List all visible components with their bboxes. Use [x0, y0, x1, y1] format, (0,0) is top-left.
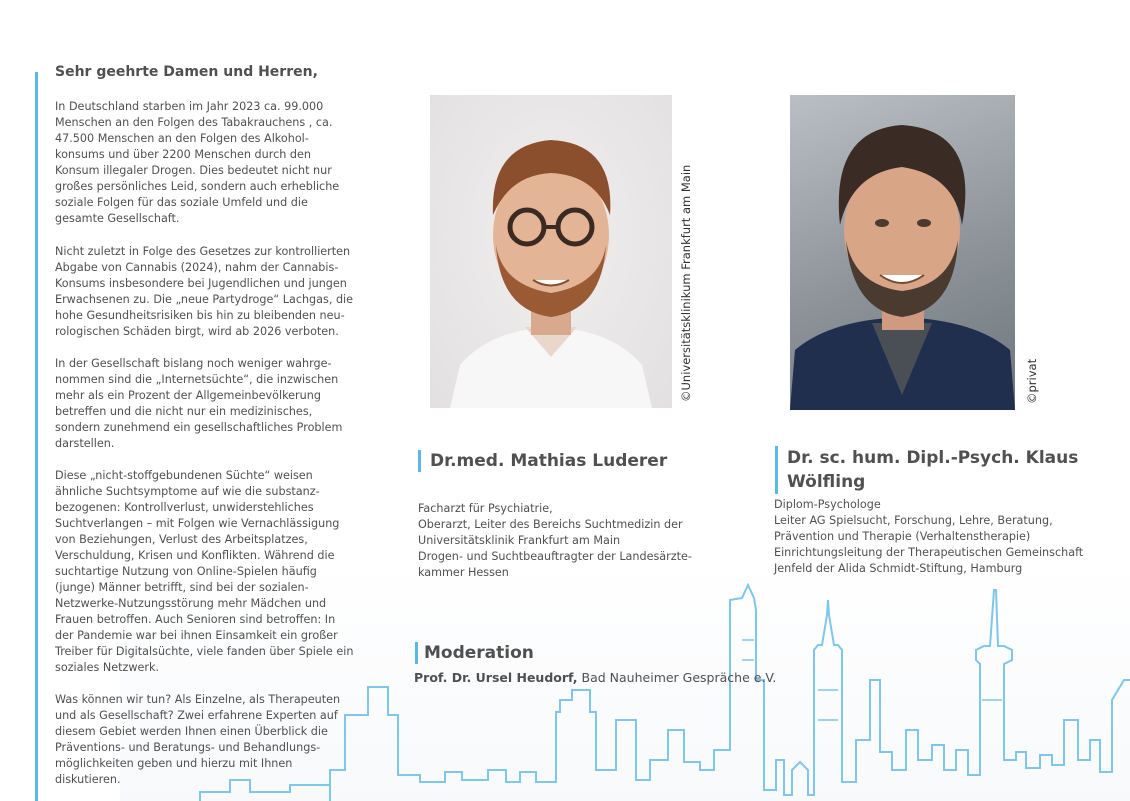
speaker-name-woelfling: Dr. sc. hum. Dipl.-Psych. Klaus Wölfling: [775, 446, 1087, 494]
moderation-line: [414, 670, 776, 685]
moderator-name: Prof. Dr. Ursel Heudorf,: [414, 670, 578, 685]
intro-paragraph: In der Gesellschaft bislang noch weniger wahrge-nommen sind die „Internetsüchte“, die inzwischen mehr als ein Prozent der Allgemeinbevölkerung betreffen und die nicht nur ein medizinisches, sondern zunehmend ein gesellschaftliches Problem darstellen.: [55, 357, 343, 450]
bio-line: Oberarzt, Leiter des Bereichs Suchtmedizin der: [418, 518, 683, 531]
greeting-heading: Sehr geehrte Damen und Herren,: [55, 64, 318, 80]
bio-line: Jenfeld der Alida Schmidt-Stiftung, Hamburg: [774, 562, 1023, 575]
speaker-bio-woelfling: [774, 497, 1104, 577]
left-accent-bar: [35, 72, 38, 801]
bio-line: Prävention und Therapie (Verhaltenstherapie): [774, 530, 1031, 543]
bio-line: Diplom-Psychologe: [774, 498, 881, 511]
intro-paragraph: Nicht zuletzt in Folge des Gesetzes zur kontrollierten Abgabe von Cannabis (2024), nahm der Cannabis-Konsums insbesondere bei Jugendlichen und jungen Erwachsenen zu. Die „neue Partydroge“ Lachgas, die hohe Gesundheitsrisiken bis hin zu bleibenden neu-rologischen Schäden birgt, wird ab 2026 verboten.: [55, 245, 354, 338]
speaker-photo-woelfling: [790, 95, 1015, 410]
bio-line: Universitätsklinik Frankfurt am Main: [418, 534, 621, 547]
bio-line: Drogen- und Suchtbeauftragter der Landesärzte-: [418, 550, 692, 563]
moderator-organization: Bad Nauheimer Gespräche e.V.: [581, 670, 777, 685]
intro-paragraph: In Deutschland starben im Jahr 2023 ca. 99.000 Menschen an den Folgen des Tabakrauchens , ca. 47.500 Menschen an den Folgen des Alkohol-konsums und über 2200 Menschen durch den Konsum illegaler Drogen. Dies bedeutet nicht nur großes persönliches Leid, sondern auch erhebliche soziale Folgen für das soziale Umfeld und die gesamte Gesellschaft.: [55, 100, 340, 225]
intro-paragraph: Was können wir tun? Als Einzelne, als Therapeuten und als Gesellschaft? Zwei erfahrene Experten auf diesem Gebiet werden Ihnen einen Überblick die Präventions- und Beratungs- und Behandlungs-möglichkeiten geben und hierzu mit Ihnen diskutieren.: [55, 693, 341, 786]
speaker-bio-luderer: [418, 501, 718, 581]
speaker-photo-luderer: [430, 95, 672, 408]
intro-paragraph: Diese „nicht-stoffgebundenen Süchte“ weisen ähnliche Suchtsymptome auf wie die substanz-bezogenen: Kontrollverlust, unwiderstehliches Suchtverlangen – mit Folgen wie Vernachlässigung von Beziehungen, Verlust des Arbeitsplatzes, Verschuldung, Krisen und Konflikten. Während die suchtartige Nutzung von Online-Spielen häufig (junge) Männer betrifft, sind bei der sozialen-Netzwerke-Nutzungsstörung mehr Mädchen und Frauen betroffen. Auch Senioren sind betroffen: In der Pandemie war bei ihnen Einsamkeit ein großer Treiber für Digitalsüchte, viele fanden über Spiele ein soziales Netzwerk.: [55, 469, 354, 674]
bio-line: Facharzt für Psychiatrie,: [418, 502, 553, 515]
bio-line: Leiter AG Spielsucht, Forschung, Lehre, Beratung,: [774, 514, 1053, 527]
bio-line: kammer Hessen: [418, 566, 509, 579]
photo-credit-luderer: ©Universitätsklinikum Frankfurt am Main: [679, 164, 693, 402]
photo-credit-woelfling: ©privat: [1025, 358, 1039, 404]
moderation-heading: Moderation: [415, 642, 534, 664]
speaker-name-luderer: Dr.med. Mathias Luderer: [418, 450, 667, 472]
bio-line: Einrichtungsleitung der Therapeutischen Gemeinschaft: [774, 546, 1084, 559]
